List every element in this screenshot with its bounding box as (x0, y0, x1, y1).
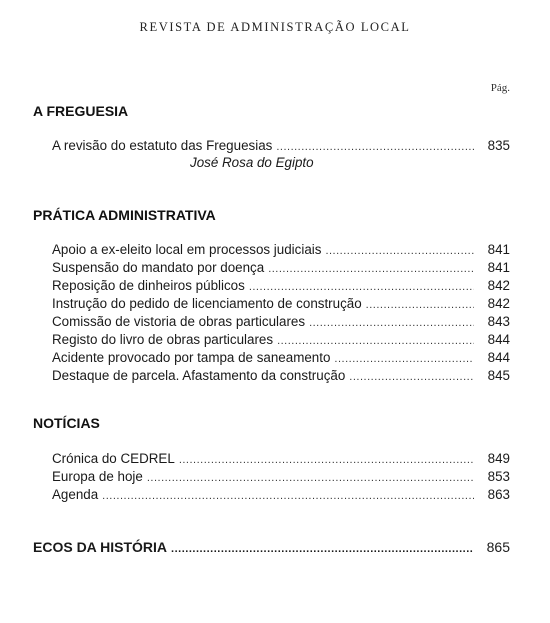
section-title-pratica-administrativa: PRÁTICA ADMINISTRATIVA (33, 207, 216, 223)
toc-entry-title: Suspensão do mandato por doença (52, 260, 265, 275)
toc-entry-page: 843 (487, 314, 510, 329)
toc-entry-page: 841 (487, 260, 510, 275)
section-entries-pratica-administrativa (52, 241, 510, 385)
dot-leader (179, 451, 474, 469)
page-column-label: Pág. (490, 82, 510, 94)
toc-entry-page: 865 (486, 539, 510, 555)
toc-entry-title: Acidente provocado por tampa de saneamento (52, 350, 331, 365)
dot-leader (249, 278, 474, 296)
toc-entry-page: 844 (487, 332, 510, 347)
section-entries-a-freguesia (52, 137, 510, 155)
dot-leader (349, 368, 474, 386)
toc-entry[interactable] (52, 486, 510, 504)
toc-entry-title: Europa de hoje (52, 469, 143, 484)
toc-entry-title: Destaque de parcela. Afastamento da construção (52, 368, 346, 383)
section-title-ecos-da-historia: ECOS DA HISTÓRIA (33, 539, 168, 555)
article-author: José Rosa do Egipto (190, 155, 314, 170)
dot-leader (309, 314, 474, 332)
section-title-noticias: NOTÍCIAS (33, 415, 100, 431)
toc-entry[interactable] (52, 468, 510, 486)
dot-leader (276, 138, 474, 156)
toc-entry-page: 841 (487, 242, 510, 257)
section-entries-noticias (52, 450, 510, 504)
toc-entry-page: 853 (487, 469, 510, 484)
dot-leader (171, 540, 474, 558)
journal-header: REVISTA DE ADMINISTRAÇÃO LOCAL (139, 20, 411, 34)
toc-entry[interactable] (52, 367, 510, 385)
toc-entry-ecos-da-historia[interactable] (33, 538, 510, 556)
toc-entry[interactable] (52, 241, 510, 259)
dot-leader (325, 242, 474, 260)
section-title-a-freguesia: A FREGUESIA (33, 103, 129, 119)
toc-entry-title: Apoio a ex-eleito local em processos judiciais (52, 242, 322, 257)
toc-entry[interactable] (52, 277, 510, 295)
dot-leader (366, 296, 474, 314)
toc-entry-page: 835 (487, 138, 510, 153)
toc-entry-title: Crónica do CEDREL (52, 451, 175, 466)
toc-entry-title: A revisão do estatuto das Freguesias (52, 138, 273, 153)
toc-entry-page: 844 (487, 350, 510, 365)
toc-entry-page: 842 (487, 296, 510, 311)
toc-entry-title: Registo do livro de obras particulares (52, 332, 274, 347)
toc-entry-page: 849 (487, 451, 510, 466)
toc-entry-page: 845 (487, 368, 510, 383)
toc-entry-page: 863 (487, 487, 510, 502)
dot-leader (102, 487, 474, 505)
dot-leader (268, 260, 474, 278)
dot-leader (334, 350, 474, 368)
toc-entry[interactable] (52, 259, 510, 277)
toc-entry[interactable] (52, 349, 510, 367)
toc-entry-title: Instrução do pedido de licenciamento de construção (52, 296, 362, 311)
toc-entry[interactable] (52, 313, 510, 331)
toc-entry[interactable] (52, 137, 510, 155)
dot-leader (277, 332, 474, 350)
dot-leader (147, 469, 474, 487)
toc-entry[interactable] (52, 450, 510, 468)
toc-entry-title: Comissão de vistoria de obras particulares (52, 314, 306, 329)
toc-entry[interactable] (52, 295, 510, 313)
toc-entry-page: 842 (487, 278, 510, 293)
toc-entry[interactable] (52, 331, 510, 349)
toc-entry-title: Reposição de dinheiros públicos (52, 278, 245, 293)
toc-entry-title: Agenda (52, 487, 99, 502)
